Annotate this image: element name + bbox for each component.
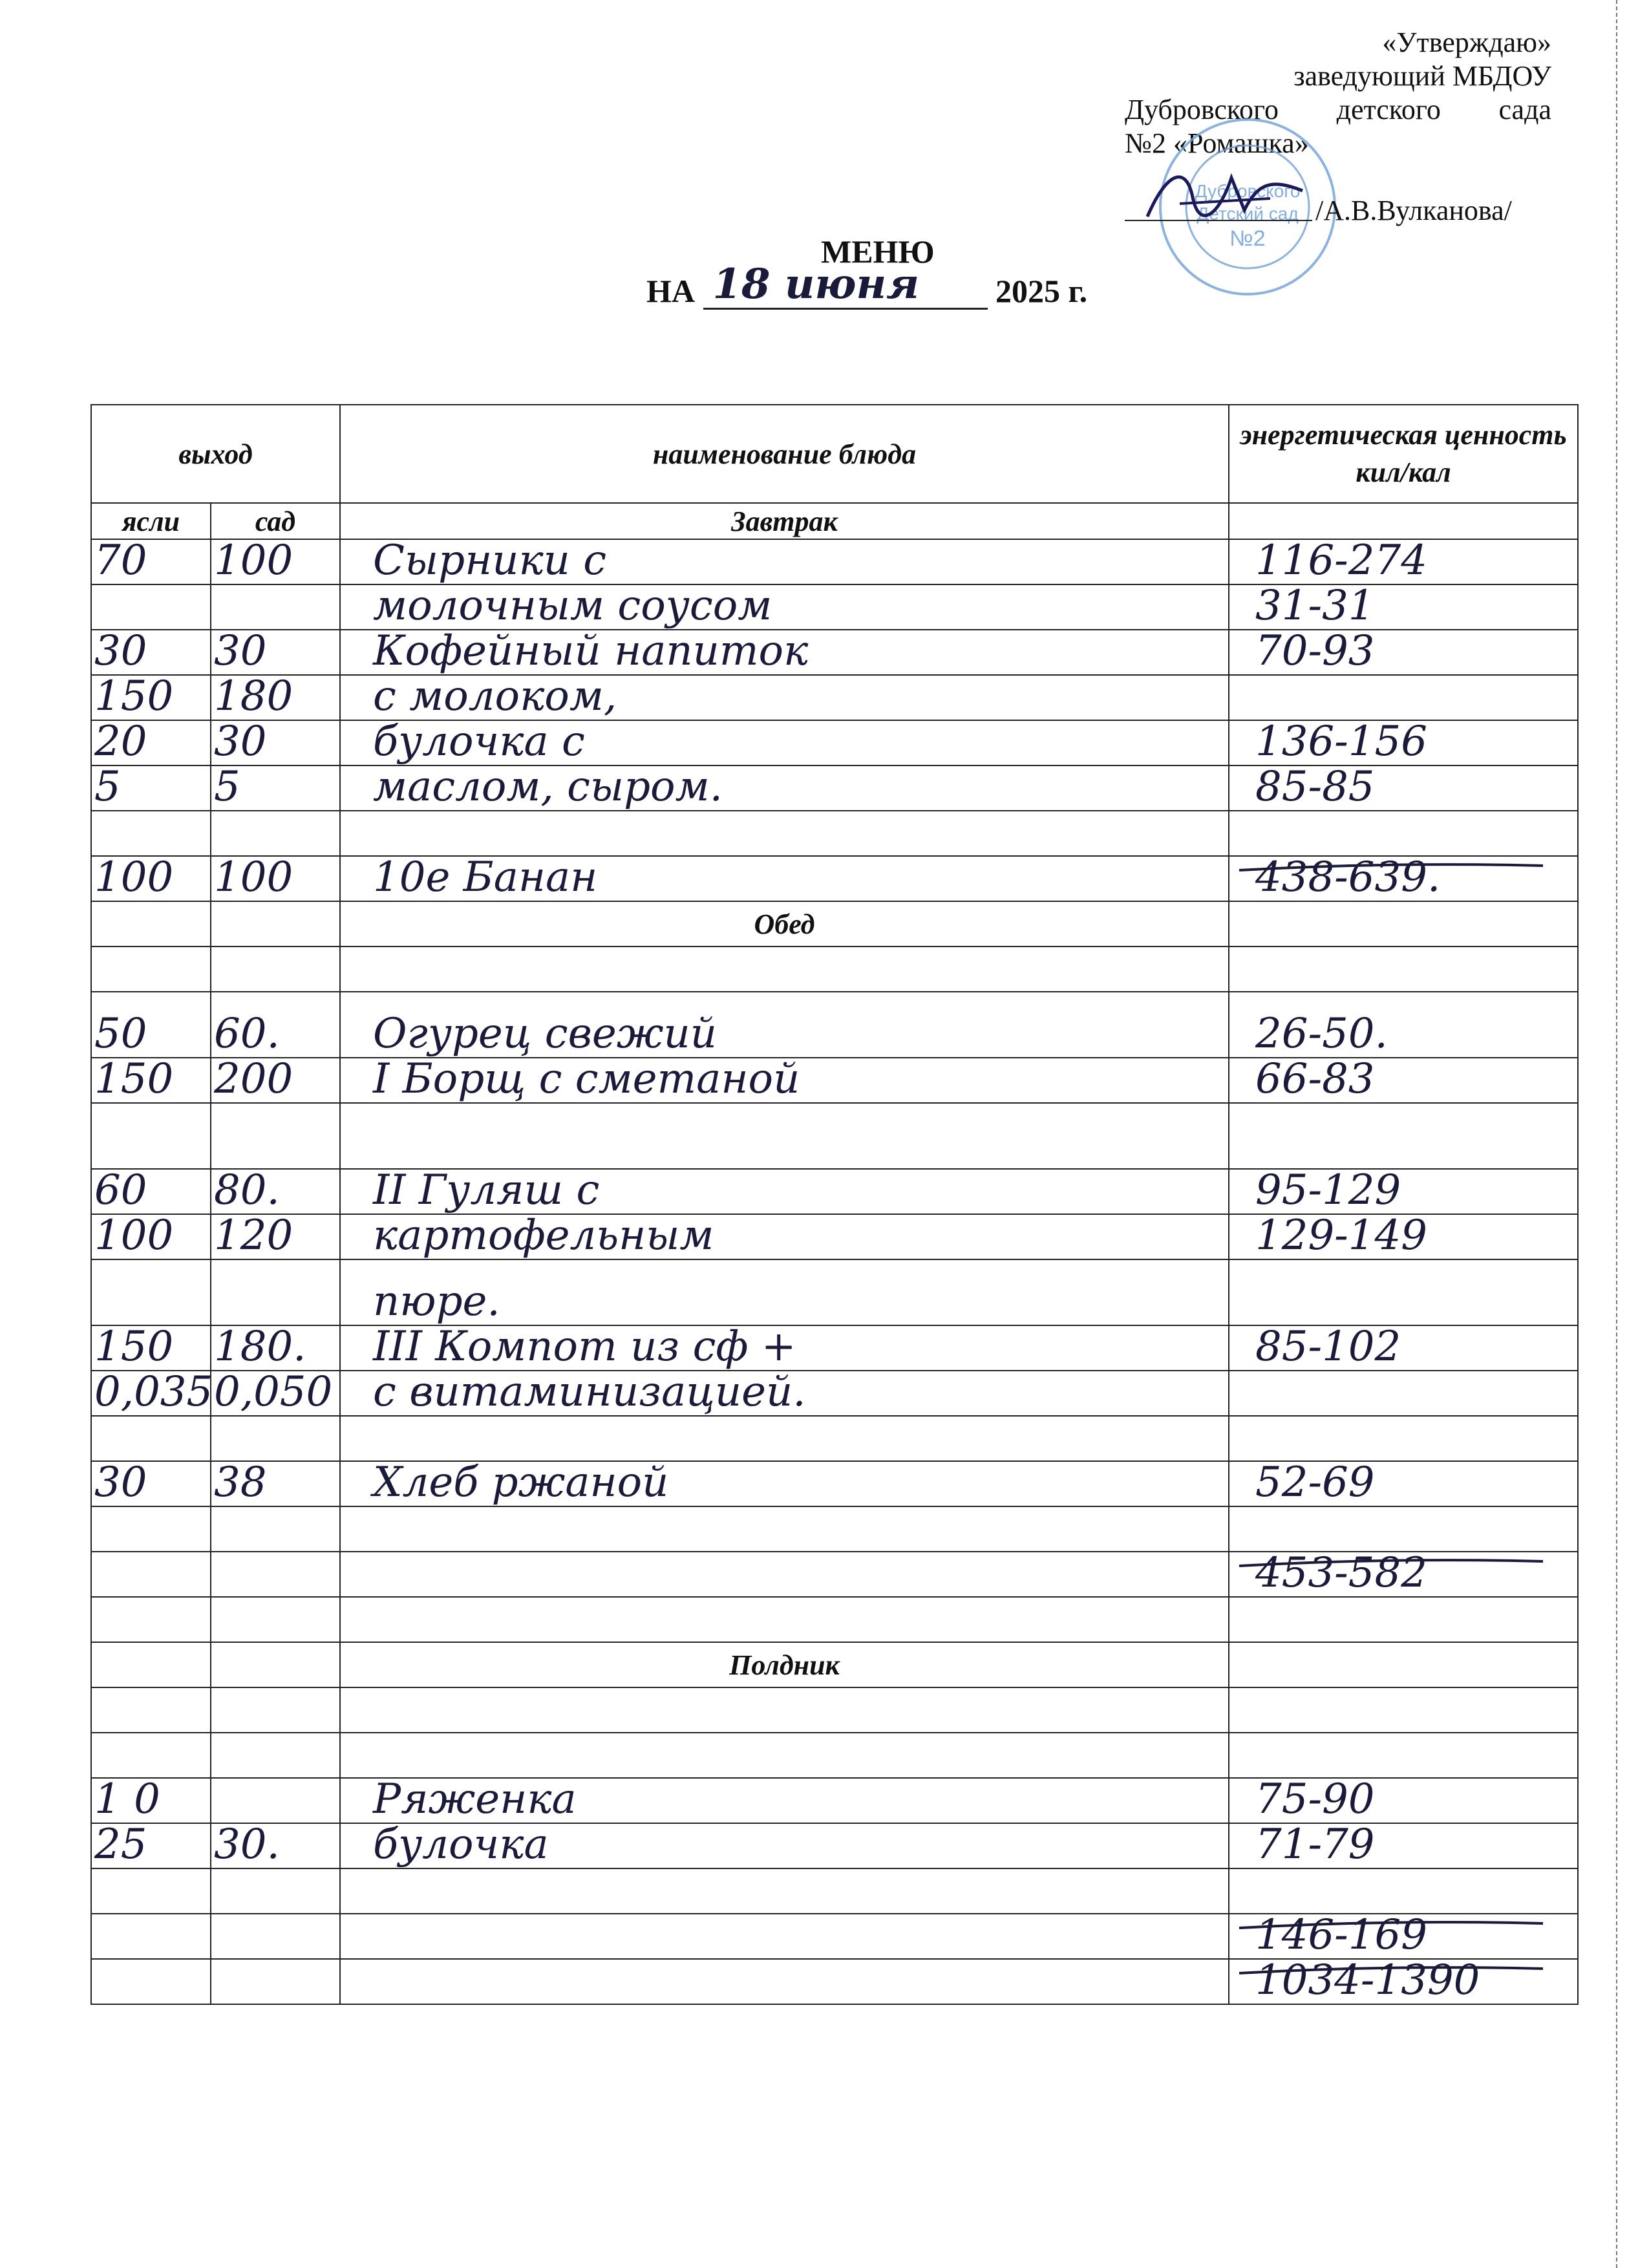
table-row xyxy=(91,765,1578,811)
table-row xyxy=(91,1461,1578,1506)
dish-cell xyxy=(340,1368,1229,1416)
kcal-cell xyxy=(1229,811,1578,856)
garden-cell xyxy=(211,1461,340,1506)
nursery-cell xyxy=(91,1687,211,1733)
approval-line3: Дубровского детского сада xyxy=(1125,94,1551,125)
kcal-cell xyxy=(1229,1549,1578,1597)
table-row xyxy=(91,1778,1578,1823)
garden-cell xyxy=(211,1823,340,1868)
garden-cell-value: 0,050 xyxy=(214,1368,333,1416)
nursery-cell-value: 100 xyxy=(94,1212,174,1259)
garden-cell xyxy=(211,1166,340,1214)
title-suffix: 2025 г. xyxy=(995,273,1088,309)
garden-cell xyxy=(211,1214,340,1259)
dish-cell-value: Ряженка xyxy=(373,1775,577,1823)
garden-cell-value: 80. xyxy=(214,1166,280,1214)
kcal-cell xyxy=(1229,765,1578,811)
signature-icon xyxy=(1141,158,1309,230)
nursery-cell xyxy=(91,1103,211,1169)
nursery-cell xyxy=(91,1506,211,1552)
dish-cell xyxy=(340,947,1229,992)
dish-cell xyxy=(340,1214,1229,1259)
kcal-cell-value: 438-639. xyxy=(1255,853,1441,901)
table-row xyxy=(91,1103,1578,1169)
total-overline-icon xyxy=(1236,1556,1546,1569)
garden-cell-value: 38 xyxy=(214,1459,267,1506)
svg-text:Детский сад: Детский сад xyxy=(1197,204,1299,224)
garden-cell xyxy=(211,1506,340,1552)
kcal-cell xyxy=(1229,1642,1578,1687)
kcal-cell-value: 85-102 xyxy=(1255,1323,1401,1371)
dish-cell-value: молочным соусом xyxy=(373,582,772,630)
table-row xyxy=(91,1733,1578,1778)
nursery-cell xyxy=(91,584,211,630)
kcal-cell-value: 71-79 xyxy=(1255,1821,1375,1868)
dish-cell xyxy=(340,539,1229,584)
dish-cell xyxy=(340,1959,1229,2004)
kcal-cell xyxy=(1229,675,1578,720)
garden-cell-value: 100 xyxy=(214,537,293,584)
kcal-cell xyxy=(1229,1597,1578,1642)
kcal-cell xyxy=(1229,720,1578,765)
header-energy: энергетическая ценность кил/кал xyxy=(1229,405,1578,503)
nursery-cell-value: 30 xyxy=(94,627,147,675)
total-overline-icon xyxy=(1236,1963,1546,1976)
garden-cell xyxy=(211,1642,340,1687)
kcal-cell xyxy=(1229,1166,1578,1214)
nursery-cell xyxy=(91,539,211,584)
dish-cell-value: Хлеб ржаной xyxy=(373,1459,669,1506)
nursery-cell-value: 150 xyxy=(94,1055,174,1103)
dish-cell-value: с молоком, xyxy=(373,672,617,720)
table-row xyxy=(91,856,1578,901)
kcal-cell xyxy=(1229,853,1578,901)
dish-cell xyxy=(340,1506,1229,1552)
garden-cell xyxy=(211,584,340,630)
table-row xyxy=(91,1914,1578,1959)
kcal-cell xyxy=(1229,1055,1578,1103)
dish-cell xyxy=(340,1914,1229,1959)
garden-cell xyxy=(211,1914,340,1959)
kcal-cell xyxy=(1229,584,1578,630)
dish-cell xyxy=(340,1868,1229,1914)
nursery-cell xyxy=(91,627,211,675)
nursery-cell xyxy=(91,901,211,947)
kcal-cell xyxy=(1229,1214,1578,1259)
garden-cell xyxy=(211,1416,340,1461)
dish-cell-value: маслом, сыром. xyxy=(373,763,723,811)
date-handwritten: 18 июня xyxy=(712,260,920,308)
nursery-cell-value: 100 xyxy=(94,853,174,901)
nursery-cell-value: 20 xyxy=(94,718,147,765)
table-row xyxy=(91,947,1578,992)
kcal-cell-value: 1034-1390 xyxy=(1255,1956,1480,2004)
table-row xyxy=(91,1371,1578,1416)
signature-line xyxy=(1125,220,1312,221)
dish-cell xyxy=(340,1552,1229,1597)
dish-cell-value: II Гуляш с xyxy=(373,1166,600,1214)
garden-cell xyxy=(211,1778,340,1823)
nursery-cell-value: 150 xyxy=(94,672,174,720)
header-nursery: ясли xyxy=(91,503,211,539)
nursery-cell xyxy=(91,947,211,992)
dish-cell xyxy=(340,1055,1229,1103)
kcal-cell-value: 75-90 xyxy=(1255,1775,1375,1823)
kcal-cell xyxy=(1229,1823,1578,1868)
dish-cell-value: булочка с xyxy=(373,718,585,765)
garden-cell-value: 100 xyxy=(214,853,293,901)
kcal-cell-value: 85-85 xyxy=(1255,763,1375,811)
garden-cell xyxy=(211,672,340,720)
table-row xyxy=(91,539,1578,584)
garden-cell-value: 30 xyxy=(214,627,267,675)
dish-cell-value: с витаминизацией. xyxy=(373,1368,806,1416)
dish-cell xyxy=(340,765,1229,811)
table-row xyxy=(91,1325,1578,1371)
table-row xyxy=(91,1169,1578,1214)
kcal-cell xyxy=(1229,947,1578,992)
section-row xyxy=(91,901,1578,947)
table-row xyxy=(91,630,1578,675)
table-row xyxy=(91,584,1578,630)
table-row xyxy=(91,1597,1578,1642)
garden-cell-value: 60. xyxy=(214,1010,280,1058)
garden-cell-value: 180. xyxy=(214,1323,306,1371)
kcal-cell xyxy=(1229,1868,1578,1914)
garden-cell xyxy=(211,811,340,856)
dish-cell xyxy=(340,811,1229,856)
garden-cell xyxy=(211,1055,340,1103)
garden-cell xyxy=(211,1325,340,1371)
nursery-cell-value: 50 xyxy=(94,1010,147,1058)
dish-cell xyxy=(340,1733,1229,1778)
dish-cell xyxy=(340,584,1229,630)
table-row xyxy=(91,1868,1578,1914)
approval-line1: «Утверждаю» xyxy=(1382,27,1551,58)
nursery-cell xyxy=(91,1552,211,1597)
nursery-cell-value: 0,035 xyxy=(94,1368,213,1416)
garden-cell xyxy=(211,1733,340,1778)
nursery-cell xyxy=(91,1823,211,1868)
kcal-cell-value: 116-274 xyxy=(1255,537,1427,584)
garden-cell xyxy=(211,947,340,992)
total-overline-icon xyxy=(1236,1918,1546,1931)
garden-cell xyxy=(211,720,340,765)
dish-cell-value: 10е Банан xyxy=(373,853,598,901)
nursery-cell-value: 70 xyxy=(94,537,147,584)
dish-cell-value: картофельным xyxy=(373,1212,714,1259)
kcal-cell-value: 66-83 xyxy=(1255,1055,1375,1103)
header-output: выход xyxy=(91,405,340,503)
dish-cell-value: Огурец свежий xyxy=(373,1010,717,1058)
dish-cell xyxy=(340,1823,1229,1868)
kcal-cell xyxy=(1229,627,1578,675)
kcal-cell xyxy=(1229,1911,1578,1959)
kcal-cell-value: 136-156 xyxy=(1255,718,1427,765)
total-overline-icon xyxy=(1236,861,1546,873)
table-row xyxy=(91,1687,1578,1733)
garden-cell xyxy=(211,1552,340,1597)
nursery-cell-value: 150 xyxy=(94,1323,174,1371)
nursery-cell xyxy=(91,672,211,720)
garden-cell xyxy=(211,1368,340,1416)
dish-cell-value: I Борщ с сметаной xyxy=(373,1055,800,1103)
dish-cell xyxy=(340,1687,1229,1733)
nursery-cell xyxy=(91,1214,211,1259)
dish-cell xyxy=(340,992,1229,1058)
dish-cell xyxy=(340,1103,1229,1169)
kcal-cell xyxy=(1229,1325,1578,1371)
kcal-cell xyxy=(1229,1956,1578,2004)
dish-cell-value: Сырники с xyxy=(373,537,607,584)
nursery-cell xyxy=(91,720,211,765)
table-row xyxy=(91,1058,1578,1103)
nursery-cell xyxy=(91,1642,211,1687)
kcal-cell xyxy=(1229,539,1578,584)
table-row xyxy=(91,1959,1578,2004)
kcal-cell-value: 26-50. xyxy=(1255,1010,1388,1058)
dish-cell xyxy=(340,720,1229,765)
nursery-cell-value: 5 xyxy=(94,763,121,811)
table-row xyxy=(91,811,1578,856)
dish-cell xyxy=(340,1416,1229,1461)
dish-cell xyxy=(340,1597,1229,1642)
table-row xyxy=(91,1259,1578,1325)
garden-cell xyxy=(211,1103,340,1169)
kcal-cell xyxy=(1229,1506,1578,1552)
garden-cell xyxy=(211,627,340,675)
approval-line2: заведующий МБДОУ xyxy=(1293,60,1551,92)
nursery-cell xyxy=(91,811,211,856)
table-row xyxy=(91,1823,1578,1868)
dish-cell-value: Кофейный напиток xyxy=(373,627,809,675)
nursery-cell-value: 25 xyxy=(94,1821,147,1868)
kcal-cell-value: 70-93 xyxy=(1255,627,1375,675)
nursery-cell xyxy=(91,1325,211,1371)
nursery-cell xyxy=(91,1368,213,1416)
kcal-cell xyxy=(1229,1775,1578,1823)
garden-cell xyxy=(211,1597,340,1642)
garden-cell-value: 5 xyxy=(214,763,240,811)
kcal-cell xyxy=(1229,1371,1578,1416)
nursery-cell xyxy=(91,1597,211,1642)
table-row xyxy=(91,992,1578,1058)
table-row xyxy=(91,1214,1578,1259)
dish-cell xyxy=(340,853,1229,901)
garden-cell xyxy=(211,765,340,811)
section-lunch: Обед xyxy=(340,901,1229,947)
title-date xyxy=(646,260,1088,310)
kcal-cell-value: 31-31 xyxy=(1255,582,1375,630)
garden-cell-value: 30 xyxy=(214,718,267,765)
kcal-cell xyxy=(1229,1259,1578,1325)
dish-cell xyxy=(340,1325,1229,1371)
date-blank xyxy=(703,260,988,310)
kcal-cell xyxy=(1229,1461,1578,1506)
dish-cell xyxy=(340,1259,1229,1325)
garden-cell xyxy=(211,1959,340,2004)
garden-cell-value: 200 xyxy=(214,1055,293,1103)
table-row xyxy=(91,720,1578,765)
garden-cell-value: 180 xyxy=(214,672,293,720)
nursery-cell xyxy=(91,1259,211,1325)
dish-cell-value: III Компот из сф + xyxy=(373,1323,796,1371)
dish-cell xyxy=(340,627,1229,675)
kcal-cell xyxy=(1229,1687,1578,1733)
section-row xyxy=(91,1642,1578,1687)
nursery-cell xyxy=(91,1416,211,1461)
nursery-cell-value: 60 xyxy=(94,1166,147,1214)
nursery-cell xyxy=(91,1775,211,1823)
nursery-cell xyxy=(91,1959,211,2004)
kcal-cell xyxy=(1229,1416,1578,1461)
kcal-cell-value: 52-69 xyxy=(1255,1459,1375,1506)
nursery-cell xyxy=(91,1733,211,1778)
kcal-cell xyxy=(1229,1733,1578,1778)
garden-cell xyxy=(211,853,340,901)
nursery-cell xyxy=(91,992,211,1058)
approval-line4: №2 «Ромашка» xyxy=(1125,127,1309,159)
garden-cell xyxy=(211,901,340,947)
kcal-cell-value: 146-169 xyxy=(1255,1911,1427,1959)
svg-text:Дубровского: Дубровского xyxy=(1195,181,1301,201)
section-breakfast: Завтрак xyxy=(340,503,1229,539)
nursery-cell-value: 30 xyxy=(94,1459,147,1506)
garden-cell xyxy=(211,1259,340,1325)
garden-cell xyxy=(211,1687,340,1733)
garden-cell-value: 120 xyxy=(214,1212,293,1259)
signer-name: /А.В.Вулканова/ xyxy=(1315,195,1512,226)
kcal-cell-value: 453-582 xyxy=(1255,1549,1427,1597)
kcal-cell xyxy=(1229,1103,1578,1169)
menu-table xyxy=(90,404,1579,2005)
table-row xyxy=(91,1552,1578,1597)
garden-cell xyxy=(211,992,340,1058)
dish-cell xyxy=(340,1461,1229,1506)
nursery-cell xyxy=(91,853,211,901)
garden-cell-value: 30. xyxy=(214,1821,280,1868)
nursery-cell xyxy=(91,1868,211,1914)
svg-text:№2: №2 xyxy=(1229,226,1266,251)
header-garden: сад xyxy=(211,503,340,539)
section-snack: Полдник xyxy=(340,1642,1229,1687)
subheader-row xyxy=(91,503,1578,539)
header-dish: наименование блюда xyxy=(340,405,1229,503)
nursery-cell-value: 1 0 xyxy=(94,1775,160,1823)
title-prefix: НА xyxy=(646,273,695,309)
kcal-cell-value: 129-149 xyxy=(1255,1212,1427,1259)
page-edge-line xyxy=(1616,0,1617,2268)
dish-cell xyxy=(340,672,1229,720)
table-row xyxy=(91,1416,1578,1461)
dish-cell-value: булочка xyxy=(373,1821,549,1868)
kcal-cell xyxy=(1229,901,1578,947)
nursery-cell xyxy=(91,765,211,811)
header-row xyxy=(91,405,1578,503)
garden-cell xyxy=(211,1868,340,1914)
header-empty xyxy=(1229,503,1578,539)
table-row xyxy=(91,1506,1578,1552)
nursery-cell xyxy=(91,1166,211,1214)
garden-cell xyxy=(211,539,340,584)
title-heading: МЕНЮ xyxy=(821,233,935,270)
table-row xyxy=(91,675,1578,720)
dish-cell xyxy=(340,1166,1229,1214)
nursery-cell xyxy=(91,1914,211,1959)
kcal-cell xyxy=(1229,992,1578,1058)
nursery-cell xyxy=(91,1461,211,1506)
nursery-cell xyxy=(91,1055,211,1103)
kcal-cell-value: 95-129 xyxy=(1255,1166,1401,1214)
dish-cell-value: пюре. xyxy=(373,1278,500,1325)
dish-cell xyxy=(340,1775,1229,1823)
